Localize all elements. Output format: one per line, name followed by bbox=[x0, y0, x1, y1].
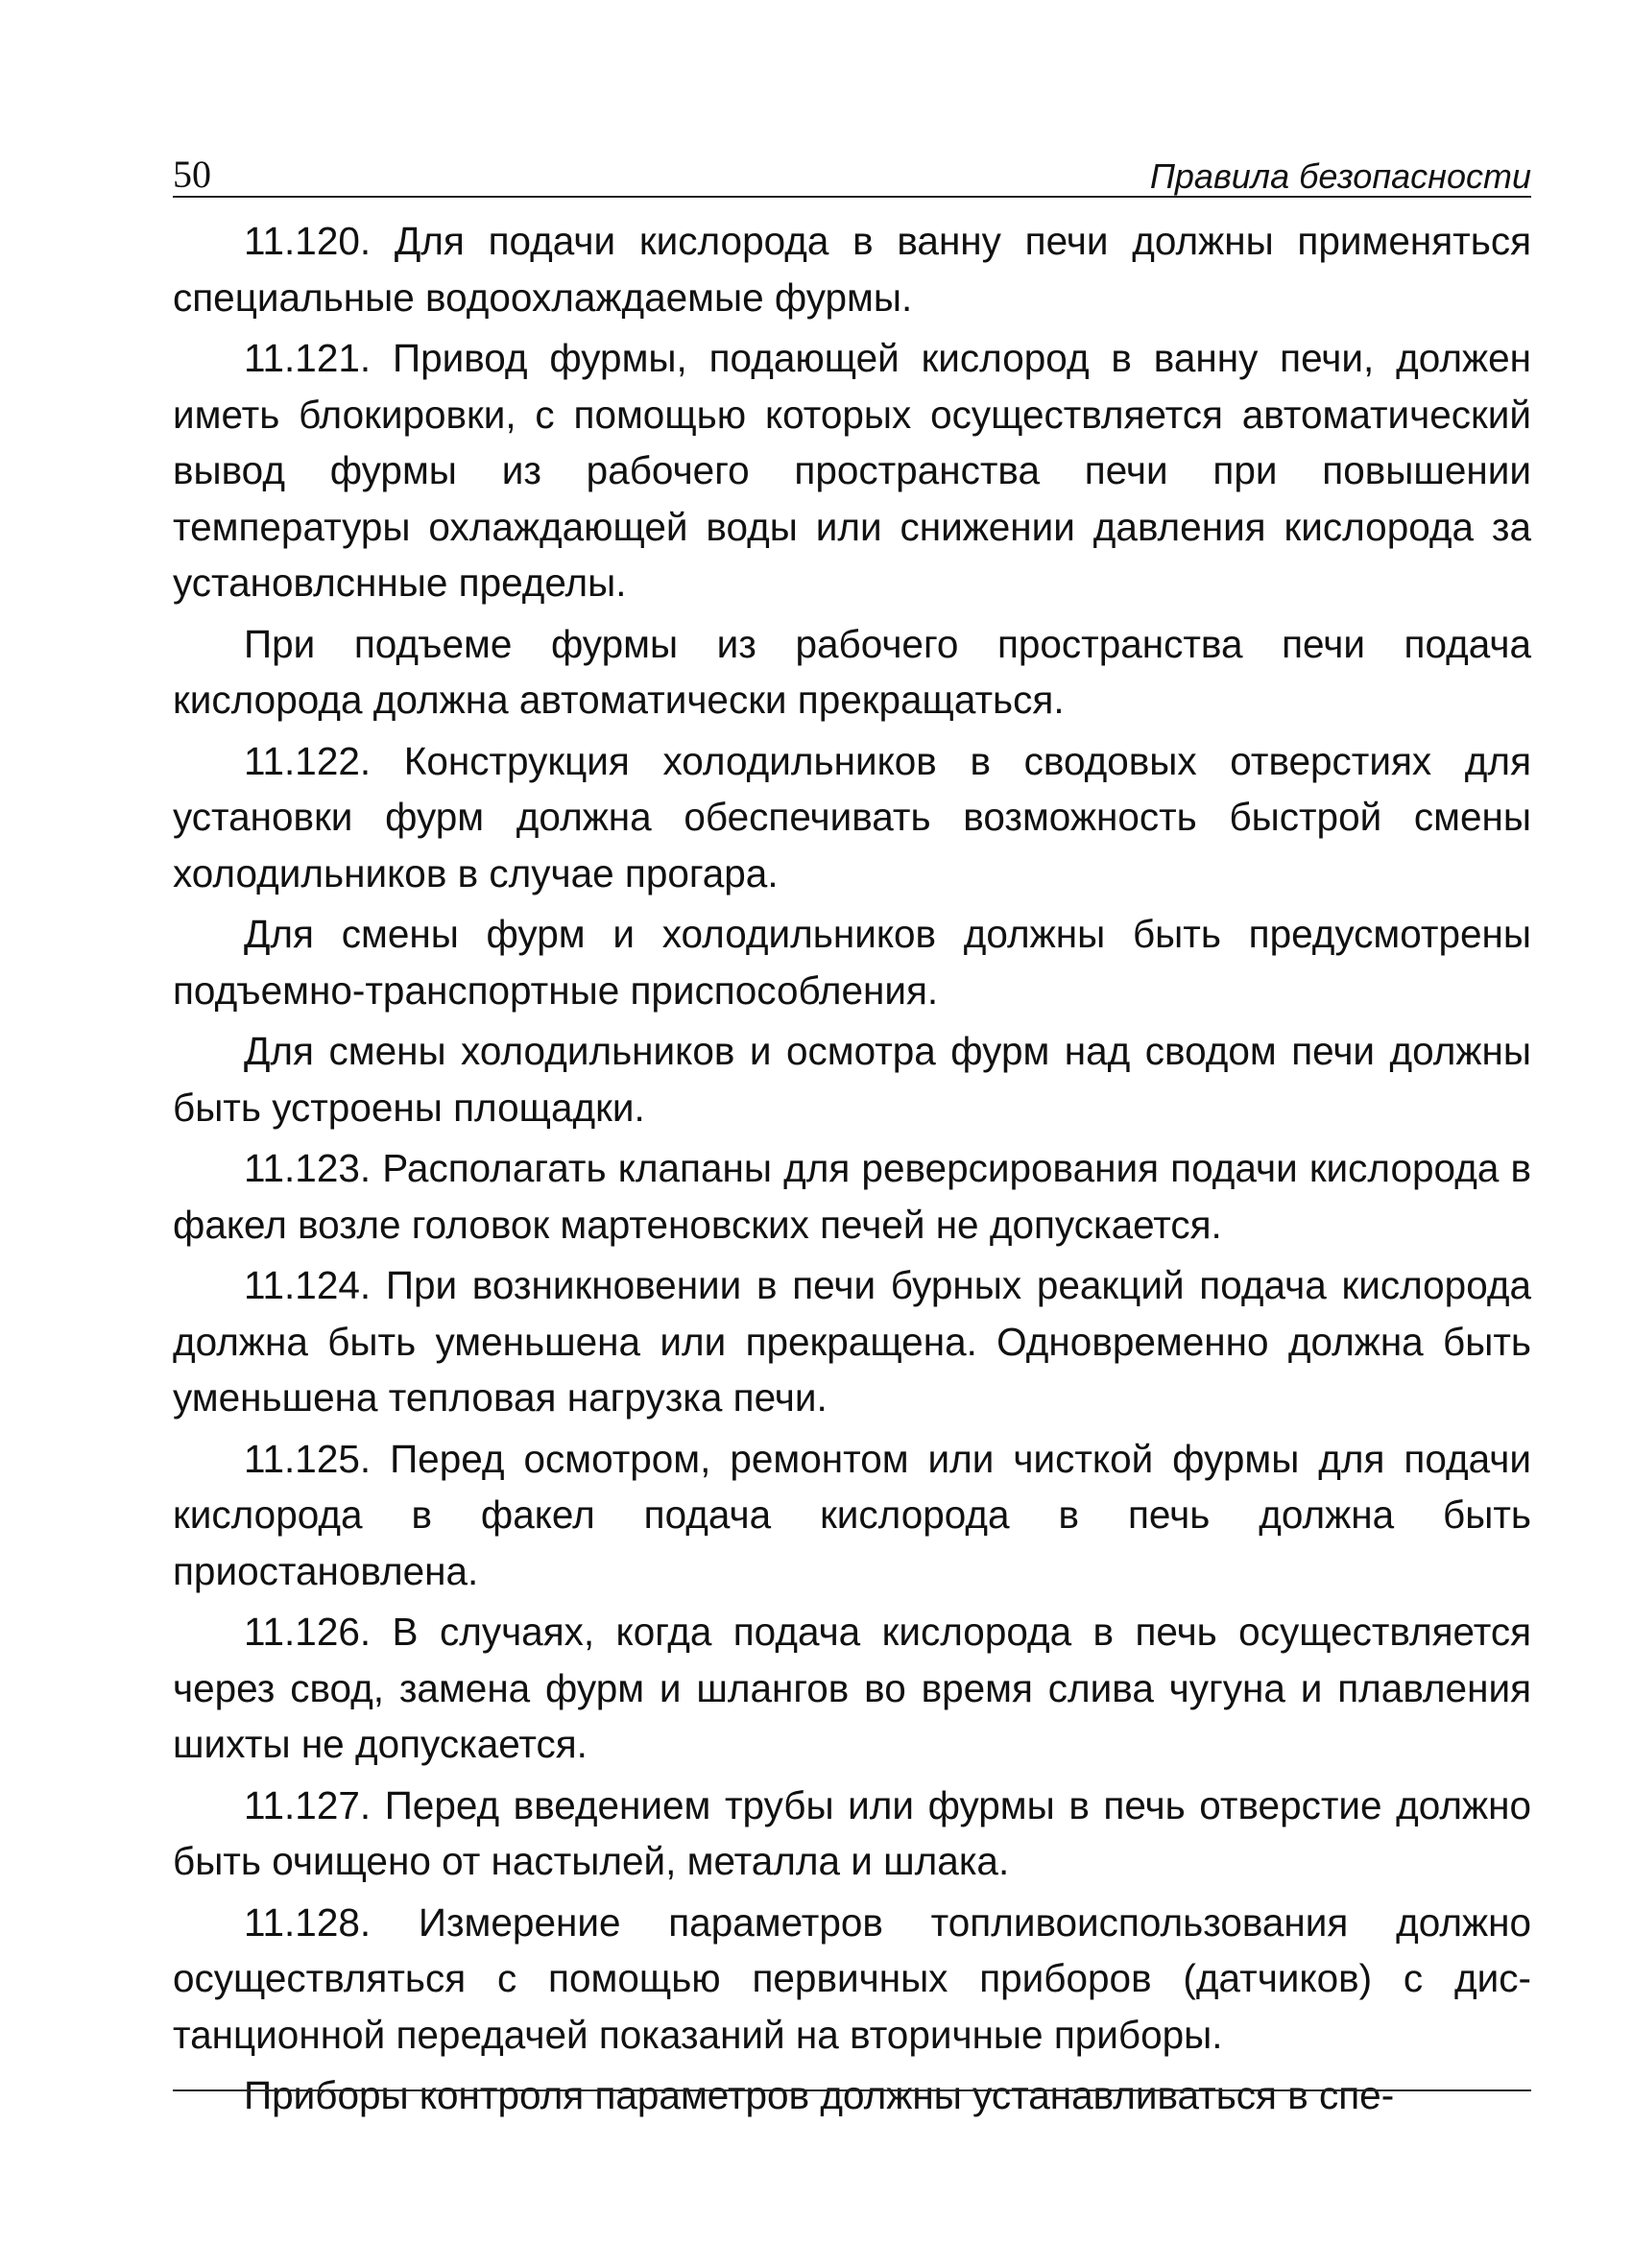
paragraph-11-121: 11.121. Привод фурмы, подающей кислород в ванну печи, должен иметь блокировки, с помощью которых осуществляется автоматический вывод фурмы из рабочего пространства печи при повышении температуры охлаждающей воды или снижении давления кислорода за установлснные пределы. bbox=[173, 336, 1531, 605]
paragraph-11-124: 11.124. При возникновении в печи бурных реакций подача кислорода должна быть уменьшена или прекращена. Одновременно должна быть уменьшена тепловая нагрузка печи. bbox=[173, 1263, 1531, 1420]
paragraph-11-122-platforms: Для смены холодильников и осмотра фурм над сводом печи должны быть устроены площадки. bbox=[173, 1029, 1531, 1130]
paragraph-11-128-continued: Приборы контроля параметров должны устанавливаться в спе- bbox=[244, 2073, 1395, 2117]
page-number: 50 bbox=[173, 153, 211, 196]
paragraph-11-126: 11.126. В случаях, когда подача кислорода в печь осуществляется через свод, замена фурм и шлангов во время слива чугуна и плавления шихты не допускается. bbox=[173, 1610, 1531, 1766]
paragraph-11-128: 11.128. Измерение параметров топливоиспользования должно осуществляться с помощью первичных приборов (датчиков) с дистанционной передачей показаний на вторичные приборы. bbox=[173, 1899, 1531, 2057]
page-header bbox=[173, 144, 1531, 198]
body-text bbox=[173, 213, 1531, 2129]
paragraph-11-121-continued: При подъеме фурмы из рабочего пространства печи подача кислорода должна автоматически прекращаться. bbox=[173, 621, 1531, 722]
paragraph-11-127: 11.127. Перед введением трубы или фурмы в печь отверстие должно быть очищено от настылей, металла и шлака. bbox=[173, 1782, 1531, 1883]
running-title: Правила безопасности bbox=[1149, 156, 1531, 196]
paragraph-11-125: 11.125. Перед осмотром, ремонтом или чисткой фурмы для подачи кислорода в факел подача кислорода в печь должна быть приостановлена. bbox=[173, 1436, 1531, 1593]
paragraph-11-123: 11.123. Располагать клапаны для реверсирования подачи кислорода в факел возле головок мартеновских печей не допускается. bbox=[173, 1146, 1531, 1247]
paragraph-11-120: 11.120. Для подачи кислорода в ванну печи должны применяться специальные водоохлаждаемые фурмы. bbox=[173, 219, 1531, 320]
paragraph-11-122: 11.122. Конструкция холодильников в сводовых отверстиях для установки фурм должна обеспечивать возможность быстрой смены холодильников в случае прогара. bbox=[173, 738, 1531, 895]
paragraph-11-122-lifting: Для смены фурм и холодильников должны быть предусмотрены подъемно-транспортные приспособления. bbox=[173, 912, 1531, 1013]
footer-rule bbox=[173, 2089, 1531, 2091]
